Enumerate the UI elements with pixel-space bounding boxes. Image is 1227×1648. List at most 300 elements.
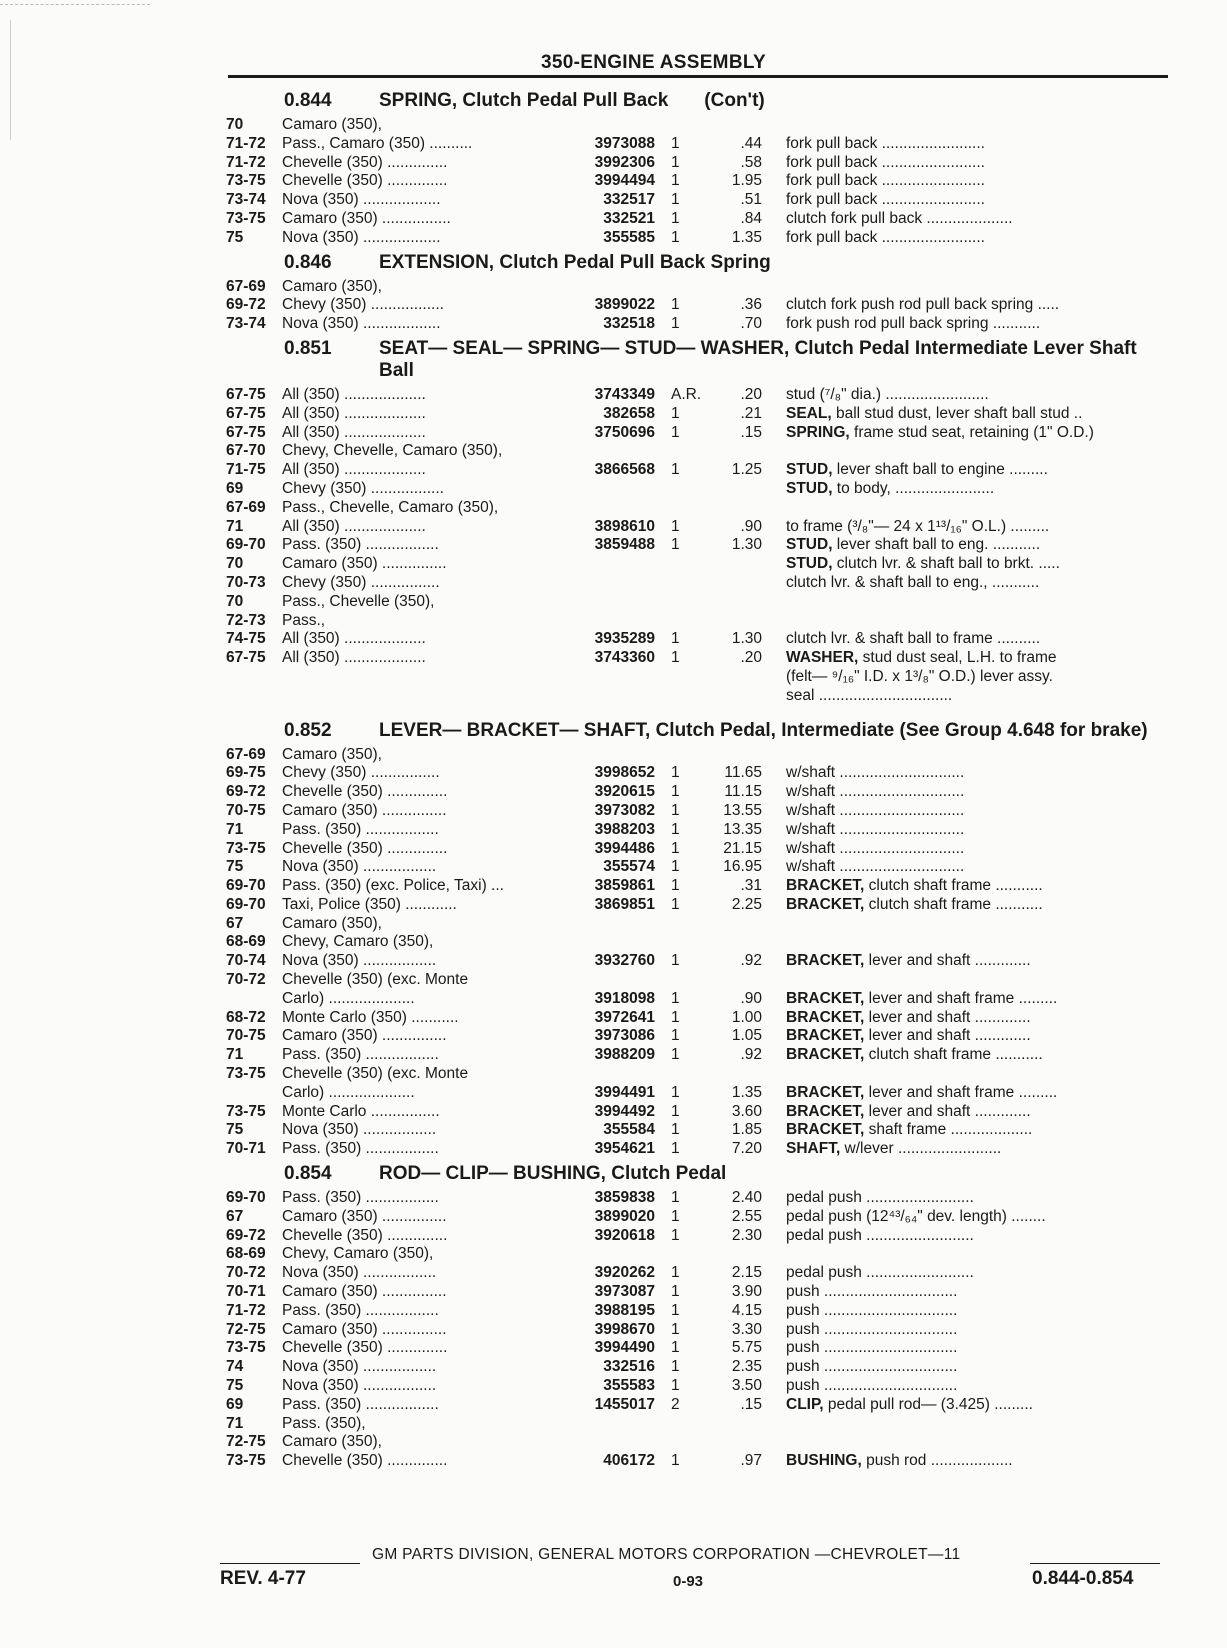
model-years: 67-75: [226, 649, 266, 667]
price: .92: [740, 952, 762, 970]
model-years: 67: [226, 1207, 244, 1225]
table-row: [226, 424, 1172, 443]
part-number: [557, 442, 655, 461]
application: Camaro (350),: [282, 116, 382, 133]
description: STUD, to body, .......................: [786, 479, 995, 497]
application: All (350) ...................: [282, 404, 426, 422]
table-row: [226, 1358, 1172, 1377]
table-row: [226, 840, 1172, 859]
description: w/shaft .............................: [786, 858, 965, 876]
model-years: 71: [226, 1414, 244, 1432]
footer-group-range: 0.844-0.854: [1032, 1568, 1134, 1589]
description: stud (⁷/₈" dia.) ........................: [786, 385, 989, 403]
section-heading: [226, 252, 1172, 274]
application: Chevelle (350) ..............: [282, 1226, 448, 1244]
table-row: [226, 1227, 1172, 1246]
model-years: 73-74: [226, 191, 266, 209]
price: 2.40: [731, 1189, 762, 1207]
price: 2.30: [731, 1226, 762, 1244]
table-row: [226, 1103, 1172, 1122]
quantity: [655, 480, 697, 499]
part-number: 3859488: [594, 536, 655, 554]
part-number: 3859861: [594, 877, 655, 895]
quantity: 2: [671, 1395, 680, 1413]
model-years: 73-74: [226, 315, 266, 333]
application: Pass. (350) .................: [282, 1395, 439, 1413]
price: .31: [740, 877, 762, 895]
table-row: [226, 630, 1172, 649]
description: fork pull back ........................: [786, 228, 985, 246]
description-keyword: STUD,: [786, 479, 833, 497]
description: w/shaft .............................: [786, 801, 965, 819]
part-number: 3998670: [594, 1320, 655, 1338]
table-row: [226, 315, 1172, 334]
quantity: 1: [671, 228, 680, 246]
part-number: 3920262: [594, 1264, 655, 1282]
application: All (350) ...................: [282, 385, 426, 403]
quantity: 1: [671, 134, 680, 152]
description: pedal push .........................: [786, 1189, 974, 1207]
application: Camaro (350) ...............: [282, 1207, 447, 1225]
price: 16.95: [723, 858, 762, 876]
part-number: [557, 116, 655, 135]
description: push ...............................: [786, 1320, 958, 1338]
part-number: [557, 687, 655, 706]
price: 7.20: [731, 1140, 762, 1158]
quantity: [655, 668, 697, 687]
application: Monte Carlo ................: [282, 1102, 440, 1120]
application: Chevelle (350) ..............: [282, 153, 448, 171]
model-years: [226, 1084, 282, 1103]
description: to frame (³/₈"— 24 x 1¹³/₁₆" O.L.) .........: [786, 517, 1050, 535]
table-row: [226, 191, 1172, 210]
description: [762, 612, 1172, 631]
description: (felt— ⁹/₁₆" I.D. x 1³/₈" O.D.) lever assy.: [786, 667, 1053, 685]
description: clutch fork pull back ....................: [786, 209, 1013, 227]
model-years: 71: [226, 1046, 244, 1064]
part-number: 3750696: [594, 423, 655, 441]
model-years: 74-75: [226, 630, 266, 648]
table-row: [226, 135, 1172, 154]
description-keyword: BRACKET,: [786, 1083, 865, 1101]
model-years: 69-72: [226, 296, 266, 314]
description: pedal push (12⁴³/₆₄" dev. length) ........: [786, 1207, 1046, 1225]
table-row: [226, 1283, 1172, 1302]
application: [282, 687, 557, 706]
price: .70: [740, 315, 762, 333]
price: 1.00: [731, 1008, 762, 1026]
table-row: [226, 1009, 1172, 1028]
quantity: 1: [671, 1140, 680, 1158]
footer-rule-left: [220, 1563, 360, 1564]
description: SPRING, frame stud seat, retaining (1" O.D.): [786, 423, 1094, 441]
price: .97: [740, 1452, 762, 1470]
price: [697, 746, 762, 765]
quantity: 1: [671, 1121, 680, 1139]
table-row: [226, 296, 1172, 315]
model-years: 70-75: [226, 1027, 266, 1045]
table-row: [226, 154, 1172, 173]
price: 3.30: [731, 1320, 762, 1338]
description: BRACKET, lever and shaft frame .........: [786, 1083, 1058, 1101]
application: Chevelle (350) ..............: [282, 839, 448, 857]
price: 11.65: [724, 764, 762, 782]
quantity: 1: [671, 1358, 680, 1376]
description-keyword: SEAL,: [786, 404, 832, 422]
price: .90: [740, 517, 762, 535]
description-keyword: BRACKET,: [786, 1027, 865, 1045]
table-row: [226, 783, 1172, 802]
description: [762, 116, 1172, 135]
model-years: 73-75: [226, 172, 266, 190]
price: 1.30: [731, 630, 762, 648]
part-number: 3994492: [594, 1102, 655, 1120]
group-title: SPRING, Clutch Pedal Pull Back (Con't): [379, 90, 765, 111]
model-years: 69-75: [226, 764, 266, 782]
price: .92: [740, 1046, 762, 1064]
quantity: [655, 687, 697, 706]
price: [697, 480, 762, 499]
application: Nova (350) .................: [282, 1358, 437, 1376]
application: Chevy (350) ................: [282, 764, 440, 782]
part-number: 1455017: [594, 1395, 655, 1413]
description-keyword: SHAFT,: [786, 1140, 841, 1158]
price: .58: [740, 153, 762, 171]
price: 1.05: [731, 1027, 762, 1045]
quantity: 1: [671, 172, 680, 190]
description: [762, 1245, 1172, 1264]
part-number: 3973088: [594, 134, 655, 152]
scan-margin-mark: [10, 20, 11, 140]
price: [697, 442, 762, 461]
part-number: 3954621: [594, 1140, 655, 1158]
table-row: [226, 1084, 1172, 1103]
application: Chevy, Camaro (350),: [282, 1245, 434, 1263]
description-keyword: STUD,: [786, 555, 833, 573]
model-years: 73-75: [226, 1339, 266, 1357]
part-number: [557, 1065, 655, 1084]
table-row: [226, 499, 1172, 518]
table-row: [226, 278, 1172, 297]
description: fork push rod pull back spring ...........: [786, 315, 1041, 333]
quantity: 1: [671, 296, 680, 314]
description: clutch fork push rod pull back spring .....: [786, 296, 1060, 314]
part-number: 3935289: [594, 630, 655, 648]
application: Camaro (350) ...............: [282, 801, 447, 819]
quantity: 1: [671, 191, 680, 209]
quantity: [655, 746, 697, 765]
price: .44: [740, 134, 762, 152]
price: 2.55: [731, 1207, 762, 1225]
price: 13.55: [723, 801, 762, 819]
continued-label: (Con't): [704, 90, 765, 111]
quantity: 1: [671, 1339, 680, 1357]
application: Pass. (350) .................: [282, 1301, 439, 1319]
description: BRACKET, lever and shaft .............: [786, 1027, 1031, 1045]
footer-revision: REV. 4-77: [220, 1568, 306, 1589]
description: [762, 1415, 1172, 1434]
quantity: 1: [671, 461, 680, 479]
description: fork pull back ........................: [786, 172, 985, 190]
table-row: [226, 518, 1172, 537]
part-number: 332516: [603, 1358, 655, 1376]
model-years: 70-71: [226, 1283, 266, 1301]
quantity: 1: [671, 1027, 680, 1045]
description: BUSHING, push rod ...................: [786, 1452, 1013, 1470]
part-number: [557, 574, 655, 593]
application: Pass. (350) .................: [282, 1140, 439, 1158]
part-number: 3920618: [594, 1226, 655, 1244]
model-years: 69-70: [226, 1189, 266, 1207]
part-number: 3994491: [594, 1083, 655, 1101]
description: [762, 1433, 1172, 1452]
part-number: 3994486: [594, 839, 655, 857]
description: fork pull back ........................: [786, 153, 985, 171]
parts-listing: [226, 86, 1172, 1471]
description: STUD, lever shaft ball to eng. ...........: [786, 536, 1041, 554]
table-row: [226, 1415, 1172, 1434]
part-number: [557, 933, 655, 952]
part-number: [557, 746, 655, 765]
part-number: [557, 278, 655, 297]
price: .20: [740, 649, 762, 667]
model-years: 67-69: [226, 498, 266, 516]
model-years: 69-70: [226, 895, 266, 913]
model-years: 70-71: [226, 1140, 266, 1158]
part-number: 3899022: [594, 296, 655, 314]
model-years: 71: [226, 820, 244, 838]
model-years: 75: [226, 858, 244, 876]
description: BRACKET, shaft frame ...................: [786, 1121, 1033, 1139]
quantity: 1: [671, 952, 680, 970]
model-years: 67-70: [226, 442, 266, 460]
application: Camaro (350),: [282, 1433, 382, 1451]
table-row: [226, 555, 1172, 574]
quantity: 1: [671, 153, 680, 171]
table-row: [226, 1121, 1172, 1140]
price: [697, 1415, 762, 1434]
model-years: 70: [226, 555, 244, 573]
table-row: [226, 1321, 1172, 1340]
application: Chevelle (350) (exc. Monte: [282, 1065, 469, 1083]
description: [762, 593, 1172, 612]
table-row: [226, 229, 1172, 248]
table-row: [226, 442, 1172, 461]
application: Nova (350) .................: [282, 858, 437, 876]
part-number: 3988209: [594, 1046, 655, 1064]
quantity: 1: [671, 839, 680, 857]
application: Pass. (350) (exc. Police, Taxi) ...: [282, 877, 504, 895]
table-row: [226, 536, 1172, 555]
quantity: 1: [671, 1377, 680, 1395]
quantity: 1: [671, 764, 680, 782]
quantity: 1: [671, 1283, 680, 1301]
quantity: 1: [671, 801, 680, 819]
part-number: [557, 1415, 655, 1434]
table-row: [226, 612, 1172, 631]
part-number: 3972641: [594, 1008, 655, 1026]
quantity: [655, 1415, 697, 1434]
model-years: 69-70: [226, 536, 266, 554]
part-number: 355574: [603, 858, 655, 876]
description-keyword: BRACKET,: [786, 952, 865, 970]
price: 2.25: [731, 895, 762, 913]
model-years: 70-74: [226, 952, 266, 970]
model-years: 74: [226, 1358, 244, 1376]
application: Pass.,: [282, 611, 326, 629]
application: Taxi, Police (350) ............: [282, 895, 457, 913]
quantity: 1: [671, 1102, 680, 1120]
description: push ...............................: [786, 1301, 958, 1319]
group-number: 0.851: [284, 337, 332, 359]
section-heading: [226, 338, 1172, 382]
model-years: 68-72: [226, 1008, 266, 1026]
description: BRACKET, clutch shaft frame ...........: [786, 877, 1043, 895]
table-row: [226, 405, 1172, 424]
price: 13.35: [723, 820, 762, 838]
description: BRACKET, clutch shaft frame ...........: [786, 1046, 1043, 1064]
part-number: 382658: [603, 404, 655, 422]
price: .20: [740, 385, 762, 403]
group-title: SEAT— SEAL— SPRING— STUD— WASHER, Clutch Pedal Intermediate Lever Shaft Ball: [379, 337, 1137, 381]
group-number: 0.844: [284, 90, 332, 111]
table-row: [226, 386, 1172, 405]
group-number: 0.854: [284, 1163, 332, 1185]
application: Camaro (350),: [282, 277, 382, 295]
table-row: [226, 1452, 1172, 1471]
part-number: [557, 1433, 655, 1452]
model-years: 71-72: [226, 134, 266, 152]
quantity: 1: [671, 536, 680, 554]
application: Nova (350) ..................: [282, 191, 441, 209]
quantity: [655, 574, 697, 593]
model-years: 68-69: [226, 933, 266, 951]
part-number: 3973087: [594, 1283, 655, 1301]
model-years: 75: [226, 1121, 244, 1139]
table-row: [226, 593, 1172, 612]
price: .15: [740, 1395, 762, 1413]
model-years: 67-75: [226, 385, 266, 403]
group-title: LEVER— BRACKET— SHAFT, Clutch Pedal, Intermediate (See Group 4.648 for brake): [379, 719, 1148, 741]
part-number: 355583: [603, 1377, 655, 1395]
part-number: 3992306: [594, 153, 655, 171]
quantity: [655, 499, 697, 518]
application: Pass. (350),: [282, 1414, 366, 1432]
price: 3.90: [731, 1283, 762, 1301]
description: push ...............................: [786, 1358, 958, 1376]
description: clutch lvr. & shaft ball to frame ..........: [786, 630, 1041, 648]
page-title: 350-ENGINE ASSEMBLY: [541, 52, 766, 73]
model-years: 73-75: [226, 1452, 266, 1470]
description: seal ...............................: [786, 686, 953, 704]
application: Pass. (350) .................: [282, 1189, 439, 1207]
quantity: 1: [671, 1207, 680, 1225]
quantity: 1: [671, 858, 680, 876]
model-years: 71: [226, 517, 244, 535]
description: BRACKET, lever and shaft .............: [786, 952, 1031, 970]
quantity: 1: [671, 989, 680, 1007]
price: 1.85: [731, 1121, 762, 1139]
table-row: [226, 116, 1172, 135]
description: WASHER, stud dust seal, L.H. to frame: [786, 649, 1057, 667]
footer-rule-right: [1030, 1563, 1160, 1564]
quantity: [655, 593, 697, 612]
parts-table: [226, 386, 1172, 706]
model-years: [226, 687, 282, 706]
model-years: 73-75: [226, 839, 266, 857]
quantity: 1: [671, 315, 680, 333]
part-number: 3998652: [594, 764, 655, 782]
price: 1.25: [731, 461, 762, 479]
table-row: [226, 461, 1172, 480]
description-keyword: BRACKET,: [786, 1046, 865, 1064]
quantity: [655, 1433, 697, 1452]
application: All (350) ...................: [282, 517, 426, 535]
application: Carlo) ....................: [282, 989, 415, 1007]
table-row: [226, 952, 1172, 971]
model-years: 69: [226, 479, 244, 497]
model-years: 70: [226, 592, 244, 610]
table-row: [226, 1140, 1172, 1159]
section-heading: [226, 1163, 1172, 1185]
model-years: [226, 990, 282, 1009]
model-years: 71-72: [226, 153, 266, 171]
model-years: 73-75: [226, 209, 266, 227]
description: push ...............................: [786, 1377, 958, 1395]
description: [762, 1065, 1172, 1084]
description: SHAFT, w/lever ........................: [786, 1140, 1002, 1158]
table-row: [226, 1377, 1172, 1396]
quantity: [655, 555, 697, 574]
table-row: [226, 668, 1172, 687]
part-number: [557, 593, 655, 612]
parts-table: [226, 746, 1172, 1160]
table-row: [226, 821, 1172, 840]
price: [697, 499, 762, 518]
application: All (350) ...................: [282, 649, 426, 667]
price: .36: [740, 296, 762, 314]
model-years: 67-69: [226, 745, 266, 763]
table-row: [226, 1264, 1172, 1283]
application: All (350) ...................: [282, 630, 426, 648]
table-row: [226, 210, 1172, 229]
part-number: [557, 480, 655, 499]
quantity: 1: [671, 783, 680, 801]
quantity: 1: [671, 1301, 680, 1319]
description: [762, 933, 1172, 952]
application: Pass. (350) .................: [282, 820, 439, 838]
part-number: 355584: [603, 1121, 655, 1139]
part-number: [557, 1245, 655, 1264]
group-number: 0.852: [284, 719, 332, 741]
model-years: 72-75: [226, 1433, 266, 1451]
quantity: 1: [671, 630, 680, 648]
table-row: [226, 1339, 1172, 1358]
price: [697, 278, 762, 297]
model-years: 72-75: [226, 1320, 266, 1338]
table-row: [226, 896, 1172, 915]
description: BRACKET, lever and shaft .............: [786, 1102, 1031, 1120]
model-years: 69-72: [226, 783, 266, 801]
price: [697, 1065, 762, 1084]
description: BRACKET, clutch shaft frame ...........: [786, 895, 1043, 913]
model-years: 73-75: [226, 1065, 266, 1083]
application: Camaro (350),: [282, 914, 382, 932]
model-years: 70-75: [226, 801, 266, 819]
price: [697, 971, 762, 990]
quantity: 1: [671, 649, 680, 667]
application: Monte Carlo (350) ...........: [282, 1008, 459, 1026]
